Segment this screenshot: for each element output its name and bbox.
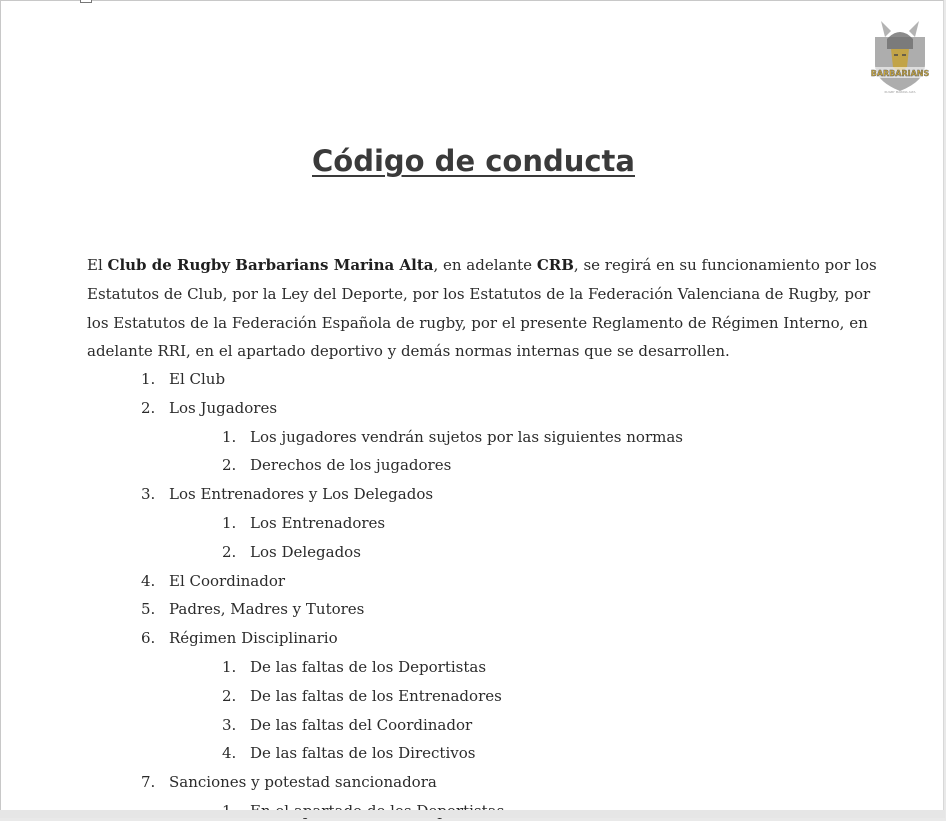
outline-item bbox=[1, 599, 901, 619]
outline-number: 4. bbox=[141, 571, 156, 590]
logo-wordmark: BARBARIANS bbox=[870, 69, 930, 78]
outline-number: 2. bbox=[222, 542, 237, 561]
outline-number: 1. bbox=[222, 427, 237, 446]
club-abbreviation: CRB bbox=[536, 256, 574, 274]
outline-number: 5. bbox=[141, 600, 156, 619]
outline-label: Los Delegados bbox=[250, 542, 361, 561]
outline-label: De las faltas de los Deportistas bbox=[250, 658, 487, 676]
outline-item bbox=[1, 628, 901, 648]
outline-item bbox=[1, 772, 901, 792]
outline-item bbox=[1, 398, 901, 418]
document-title: Código de conducta bbox=[312, 144, 635, 178]
intro-text-1: El bbox=[87, 256, 108, 274]
outline-label: Los jugadores vendrán sujetos por las siguientes normas bbox=[250, 427, 683, 446]
outline-number: 7. bbox=[141, 773, 156, 792]
outline-number: 3. bbox=[222, 715, 237, 734]
outline-number: 4. bbox=[222, 744, 237, 763]
outline-subitem bbox=[1, 657, 901, 677]
outline-label: De las faltas del Coordinador bbox=[250, 715, 473, 734]
outline-label: Derechos de los jugadores bbox=[250, 456, 452, 475]
intro-text-2: , en adelante bbox=[433, 256, 537, 274]
outline-item bbox=[1, 369, 901, 389]
outline-label: Régimen Disciplinario bbox=[169, 629, 338, 648]
outline-label: Los Entrenadores bbox=[250, 514, 386, 532]
intro-text-3: , se regirá en su funcionamiento por los Estatutos de Club, por la Ley del Deporte, por los Estatutos de la Federación Valenciana de Rugby, por los Estatutos de la Federación Española de rugby, por el presente Reglamento de Régimen Interno, en adelante RRI, en el apartado deportivo y demás normas internas que se desarrollen. bbox=[87, 256, 877, 361]
outline-subitem bbox=[1, 455, 901, 475]
outline-label: Sanciones y potestad sancionadora bbox=[169, 773, 437, 792]
outline-subitem bbox=[1, 542, 901, 562]
outline-subitem bbox=[1, 715, 901, 735]
outline-label: Padres, Madres y Tutores bbox=[169, 600, 365, 619]
outline-number: 2. bbox=[222, 686, 237, 705]
outline-subitem bbox=[1, 686, 901, 706]
outline-number: 6. bbox=[141, 629, 156, 648]
intro-paragraph bbox=[87, 251, 877, 366]
outline-item bbox=[1, 571, 901, 591]
outline-number: 3. bbox=[141, 485, 156, 504]
outline-number: 2. bbox=[222, 456, 237, 475]
outline-label: Los Entrenadores y Los Delegados bbox=[169, 485, 434, 504]
outline-number: 2. bbox=[141, 398, 156, 417]
outline-number: 1. bbox=[222, 514, 237, 532]
club-logo bbox=[867, 15, 933, 97]
outline-number: 1. bbox=[141, 370, 156, 388]
outline-label: Los Jugadores bbox=[169, 398, 278, 417]
outline-label: De las faltas de los Entrenadores bbox=[250, 686, 502, 705]
outline-subitem bbox=[1, 743, 901, 763]
outline-item bbox=[1, 484, 901, 504]
outline-subitem bbox=[1, 513, 901, 533]
club-name: Club de Rugby Barbarians Marina Alta bbox=[107, 256, 434, 274]
page-corner-mark bbox=[80, 0, 92, 3]
outline-number: 1. bbox=[222, 658, 237, 676]
outline-label: El Coordinador bbox=[169, 571, 286, 590]
logo-tagline: RUGBY MARINA ALTA bbox=[884, 90, 916, 94]
outline-label: De las faltas de los Directivos bbox=[250, 744, 476, 763]
page-bottom-edge bbox=[0, 810, 945, 818]
outline-label: El Club bbox=[169, 370, 226, 388]
outline-subitem bbox=[1, 427, 901, 447]
